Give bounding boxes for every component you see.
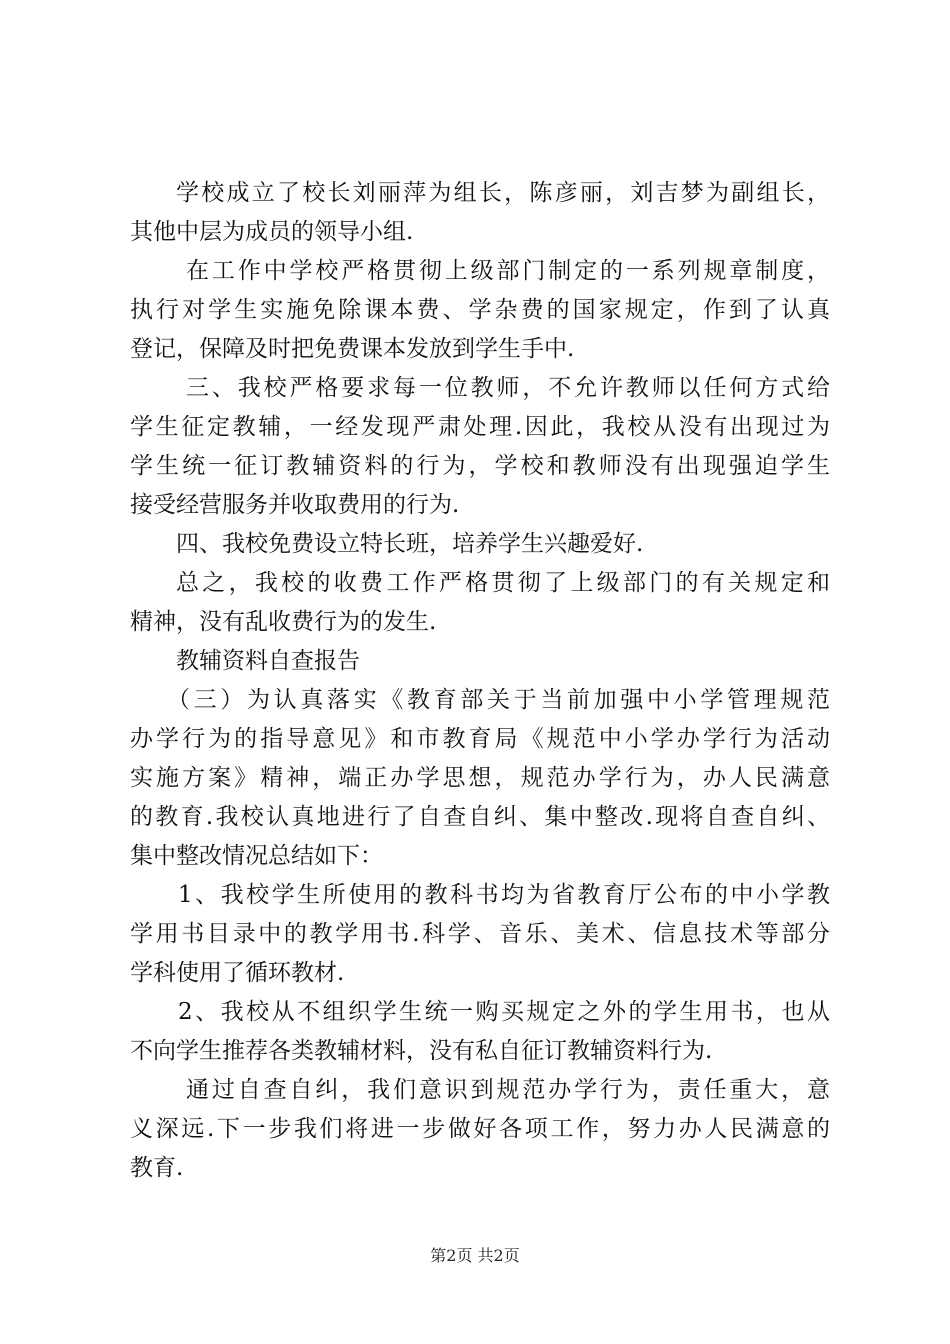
section-heading: 教辅资料自查报告 bbox=[176, 648, 360, 674]
paragraph-line: 学用书目录中的教学用书.科学、音乐、美术、信息技术等部分 bbox=[130, 921, 830, 947]
paragraph-line: 学生征定教辅，一经发现严肃处理.因此，我校从没有出现过为 bbox=[130, 414, 830, 440]
paragraph-line: 执行对学生实施免除课本费、学杂费的国家规定，作到了认真 bbox=[130, 297, 830, 323]
paragraph-line: 登记，保障及时把免费课本发放到学生手中. bbox=[130, 336, 575, 362]
paragraph-line: 学生统一征订教辅资料的行为，学校和教师没有出现强迫学生 bbox=[130, 453, 830, 479]
page-number-label: 第2页 共2页 bbox=[430, 1246, 520, 1265]
paragraph-line: （三）为认真落实《教育部关于当前加强中小学管理规范 bbox=[167, 687, 830, 713]
paragraph-line: 实施方案》精神，端正办学思想，规范办学行为，办人民满意 bbox=[130, 765, 830, 791]
paragraph-line: 接受经营服务并收取费用的行为. bbox=[130, 492, 460, 518]
paragraph-line: 在工作中学校严格贯彻上级部门制定的一系列规章制度， bbox=[186, 258, 830, 284]
paragraph-line: 三、我校严格要求每一位教师，不允许教师以任何方式给 bbox=[186, 375, 830, 401]
paragraph-line: 办学行为的指导意见》和市教育局《规范中小学办学行为活动 bbox=[130, 726, 830, 752]
paragraph-line: 1、我校学生所使用的教科书均为省教育厅公布的中小学教 bbox=[178, 882, 830, 908]
paragraph-line: 学科使用了循环教材. bbox=[130, 960, 345, 986]
paragraph-line: 总之，我校的收费工作严格贯彻了上级部门的有关规定和 bbox=[176, 570, 830, 596]
paragraph-line: 四、我校免费设立特长班，培养学生兴趣爱好. bbox=[176, 531, 644, 557]
paragraph-line: 的教育.我校认真地进行了自查自纠、集中整改.现将自查自纠、 bbox=[130, 804, 830, 830]
paragraph-line: 学校成立了校长刘丽萍为组长，陈彦丽，刘吉梦为副组长， bbox=[176, 180, 830, 206]
paragraph-line: 集中整改情况总结如下： bbox=[130, 843, 383, 869]
page-footer bbox=[0, 1246, 950, 1266]
paragraph-line: 教育. bbox=[130, 1155, 184, 1181]
paragraph-line: 义深远.下一步我们将进一步做好各项工作，努力办人民满意的 bbox=[130, 1116, 830, 1142]
paragraph-line: 其他中层为成员的领导小组. bbox=[130, 219, 414, 245]
paragraph-line: 不向学生推荐各类教辅材料，没有私自征订教辅资料行为. bbox=[130, 1038, 713, 1064]
document-body bbox=[130, 174, 830, 1188]
paragraph-line: 精神，没有乱收费行为的发生. bbox=[130, 609, 437, 635]
paragraph-line: 通过自查自纠，我们意识到规范办学行为，责任重大，意 bbox=[186, 1077, 830, 1103]
paragraph-line: 2、我校从不组织学生统一购买规定之外的学生用书，也从 bbox=[178, 999, 830, 1025]
